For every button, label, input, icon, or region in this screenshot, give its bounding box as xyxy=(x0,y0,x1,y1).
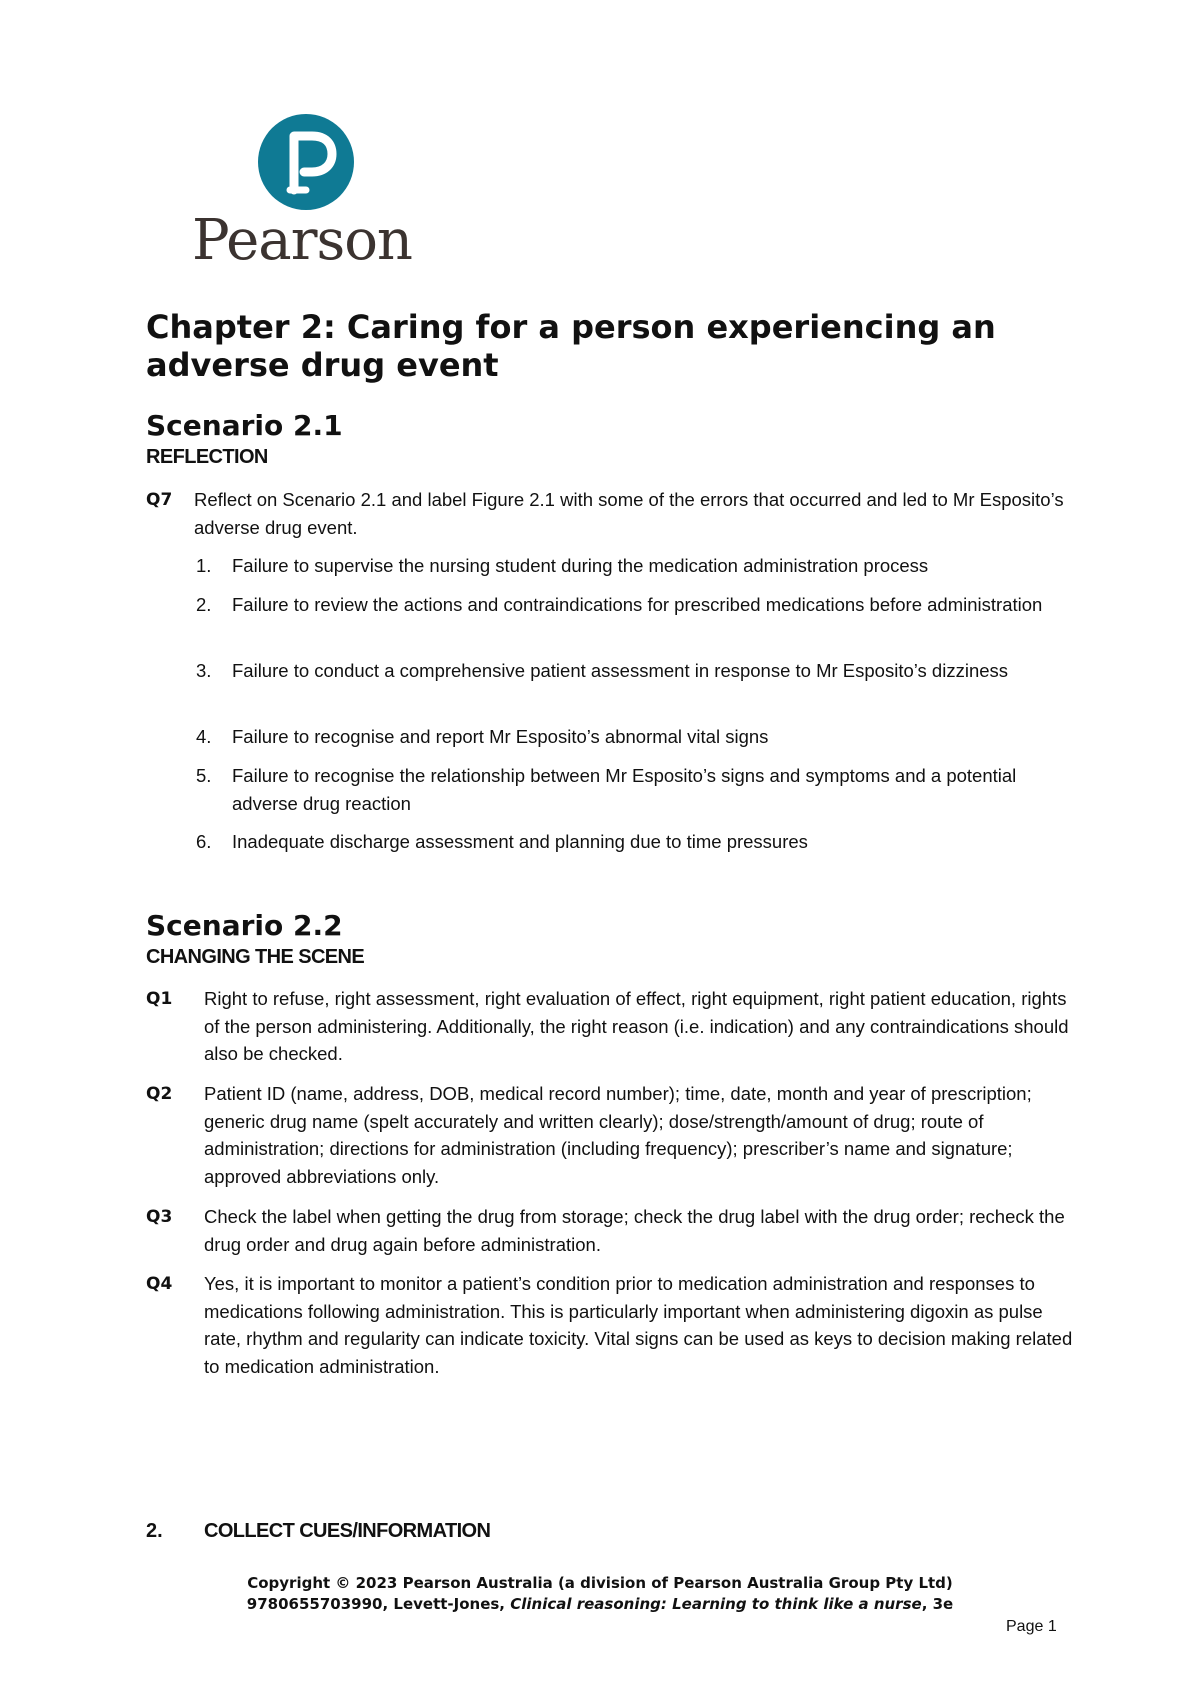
question-label: Q7 xyxy=(146,490,173,510)
question-text: Right to refuse, right assessment, right evaluation of effect, right equipment, right patient education, rights of the person administering. Additionally, the right reason (i.e. indication) and any contraindications should also be checked. xyxy=(204,988,1069,1064)
list-number: 2. xyxy=(196,594,212,615)
changing-the-scene-heading: CHANGING THE SCENE xyxy=(146,946,365,968)
pearson-logo xyxy=(192,114,432,274)
footer-edition: , 3e xyxy=(921,1595,954,1613)
list-text: Failure to review the actions and contraindications for prescribed medications before administration xyxy=(232,594,1043,615)
pearson-p-icon xyxy=(258,114,354,210)
question-text: Patient ID (name, address, DOB, medical record number); time, date, month and year of prescription; generic drug name (spelt accurately and written clearly); dose/strength/amount of drug; route of administration; directions for administration (including frequency); prescriber’s name and signature; approved abbreviations only. xyxy=(204,1083,1032,1187)
list-text: Inadequate discharge assessment and planning due to time pressures xyxy=(232,831,808,852)
list-number: 1. xyxy=(196,555,212,576)
chapter-title: Chapter 2: Caring for a person experiencing an adverse drug event xyxy=(146,308,996,384)
footer-citation xyxy=(0,1595,1200,1613)
footer-isbn-author: 9780655703990, Levett-Jones, xyxy=(246,1595,511,1613)
list-text: Failure to conduct a comprehensive patient assessment in response to Mr Esposito’s dizziness xyxy=(232,660,1009,681)
section-heading: COLLECT CUES/INFORMATION xyxy=(204,1520,491,1542)
pearson-wordmark: Pearson xyxy=(192,208,412,273)
scenario-2-1-title: Scenario 2.1 xyxy=(146,409,343,442)
question-text: Reflect on Scenario 2.1 and label Figure 2.1 with some of the errors that occurred and led to Mr Esposito’s adverse drug event. xyxy=(194,489,1064,538)
question-label: Q3 xyxy=(146,1207,173,1227)
question-label: Q2 xyxy=(146,1084,173,1104)
scenario-2-2-title: Scenario 2.2 xyxy=(146,909,343,942)
section-number: 2. xyxy=(146,1520,163,1542)
footer-copyright: Copyright © 2023 Pearson Australia (a division of Pearson Australia Group Pty Ltd) xyxy=(247,1574,953,1592)
list-text: Failure to supervise the nursing student during the medication administration process xyxy=(232,555,929,576)
footer-book-title: Clinical reasoning: Learning to think like a nurse xyxy=(510,1595,922,1613)
question-label: Q4 xyxy=(146,1274,173,1294)
reflection-heading: REFLECTION xyxy=(146,446,268,468)
list-text: Failure to recognise the relationship between Mr Esposito’s signs and symptoms and a potential adverse drug reaction xyxy=(232,765,1017,814)
question-text: Yes, it is important to monitor a patient’s condition prior to medication administration and responses to medications following administration. This is particularly important when administering digoxin as pulse rate, rhythm and regularity can indicate toxicity. Vital signs can be used as keys to decision making related to medication administration. xyxy=(204,1273,1073,1377)
list-number: 4. xyxy=(196,726,212,747)
list-number: 5. xyxy=(196,765,212,786)
question-text: Check the label when getting the drug from storage; check the drug label with the drug order; recheck the drug order and drug again before administration. xyxy=(204,1206,1065,1255)
list-number: 3. xyxy=(196,660,212,681)
list-text: Failure to recognise and report Mr Esposito’s abnormal vital signs xyxy=(232,726,769,747)
question-label: Q1 xyxy=(146,989,173,1009)
page-number: Page 1 xyxy=(1006,1618,1057,1635)
list-number: 6. xyxy=(196,831,212,852)
